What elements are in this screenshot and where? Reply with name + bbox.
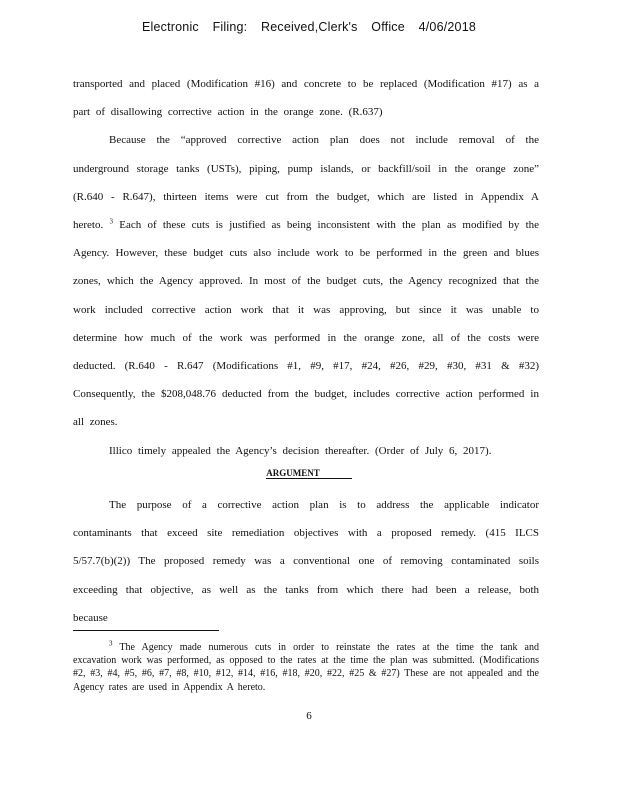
body-text bbox=[73, 70, 539, 465]
paragraph-budget-cuts-start: Because the “approved corrective action plan does not include removal of the underground storage tanks (USTs), piping, pump islands, or backfill/soil in the orange zone” (R.640 - R.647), thirteen items were cut from the budget, which are listed in Appendix A hereto. bbox=[73, 134, 539, 232]
footnote-reference: 3 bbox=[109, 217, 113, 226]
argument-heading bbox=[0, 468, 618, 478]
paragraph-budget-cuts-end: Each of these cuts is justified as being inconsistent with the plan as modified by the Agency. However, these budget cuts also include work to be performed in the green and blues zones, which the Agency approved. In most of the budget cuts, the Agency recognized that the work included corrective action work that it was approving, but since it was unable to determine how much of the work was performed in the orange zone, all of the costs were deducted. (R.640 - R.647 (Modifications #1, #9, #17, #24, #26, #29, #30, #31 & #32) Consequently, the $208,048.76 deducted from the budget, includes corrective action performed in all zones. bbox=[73, 219, 540, 429]
footnote bbox=[73, 641, 539, 694]
paragraph-argument: The purpose of a corrective action plan is to address the applicable indicator contaminants that exceed site remediation objectives with a proposed remedy. (415 ILCS 5/57.7(b)(2)) The proposed remedy was a conventional one of removing contaminated soils exceeding that objective, as well as the tanks from which there had been a release, both because bbox=[73, 499, 539, 624]
paragraph-continuation: transported and placed (Modification #16) and concrete to be replaced (Modification #17) as a part of disallowing corrective action in the orange zone. (R.637) bbox=[73, 78, 539, 119]
footnote-separator bbox=[73, 630, 219, 631]
header-date: 4/06/2018 bbox=[418, 20, 477, 34]
header-electronic: Electronic bbox=[141, 20, 199, 34]
argument-section bbox=[73, 491, 539, 632]
filing-stamp-header bbox=[0, 20, 618, 34]
header-received: Received,Clerk's bbox=[261, 20, 358, 34]
argument-heading-text: ARGUMENT bbox=[266, 468, 352, 479]
footnote-paragraph bbox=[73, 641, 539, 694]
footnote-marker: 3 bbox=[109, 639, 113, 648]
page-number: 6 bbox=[306, 710, 312, 722]
header-filing: Filing: bbox=[212, 20, 248, 34]
header-office: Office bbox=[371, 20, 405, 34]
paragraph-appeal: Illico timely appealed the Agency’s decision thereafter. (Order of July 6, 2017). bbox=[109, 444, 492, 457]
footnote-text: The Agency made numerous cuts in order to reinstate the rates at the time the tank and excavation work was performed, as opposed to the rates at the time the plan was submitted. (Modifications #2, #3, #4, #5, #6, #7, #8, #10, #12, #14, #16, #18, #20, #22, #25 & #27) These are not appealed and the Agency rates are used in Appendix A hereto. bbox=[73, 642, 539, 693]
paragraph-budget-cuts bbox=[73, 126, 539, 436]
